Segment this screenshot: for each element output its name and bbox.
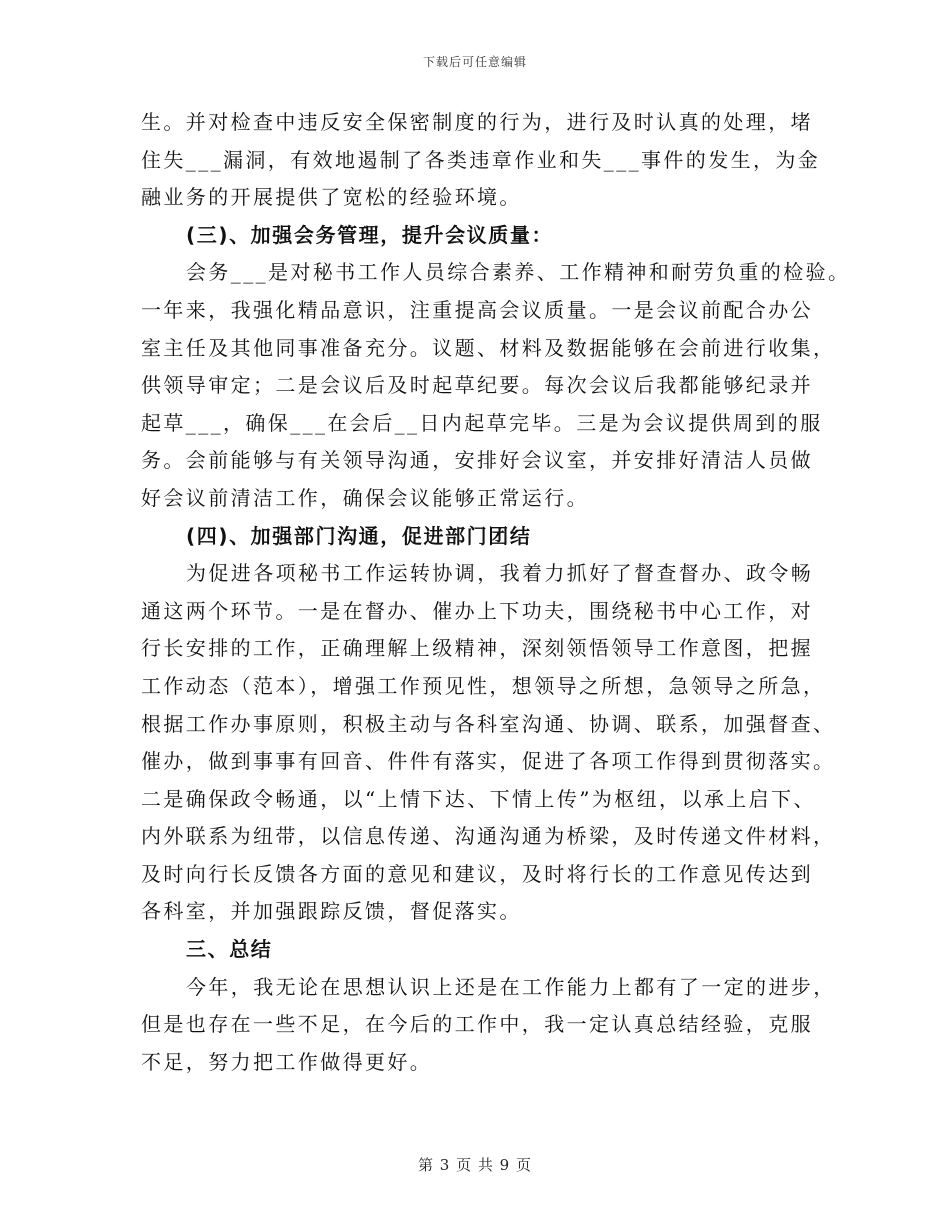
text-line: 今年，我无论在思想认识上还是在工作能力上都有了一定的进步， bbox=[186, 974, 836, 999]
section-heading: (三)、加强会务管理，提升会议质量： bbox=[186, 222, 554, 247]
page-number: 第 3 页 共 9 页 bbox=[418, 1156, 532, 1174]
text-line: 会务___是对秘书工作人员综合素养、工作精神和耐劳负重的检验。 bbox=[186, 260, 851, 285]
section-heading: (四)、加强部门沟通，促进部门团结 bbox=[186, 523, 532, 548]
text-line: 行长安排的工作，正确理解上级精神，深刻领悟领导工作意图，把握 bbox=[141, 636, 813, 661]
text-line: 一年来，我强化精品意识，注重提高会议质量。一是会议前配合办公 bbox=[141, 297, 813, 322]
text-line: 融业务的开展提供了宽松的经验环境。 bbox=[141, 185, 522, 210]
text-line: 室主任及其他同事准备充分。议题、材料及数据能够在会前进行收集， bbox=[141, 335, 836, 360]
text-line: 二是确保政令畅通，以“上情下达、下情上传”为枢纽，以承上启下、 bbox=[141, 786, 816, 811]
text-line: 内外联系为纽带，以信息传递、沟通沟通为桥梁，及时传递文件材料， bbox=[141, 824, 836, 849]
text-line: 不足，努力把工作做得更好。 bbox=[141, 1049, 433, 1074]
text-line: 务。会前能够与有关领导沟通，安排好会议室，并安排好清洁人员做 bbox=[141, 448, 813, 473]
text-line: 通这两个环节。一是在督办、催办上下功夫，围绕秘书中心工作，对 bbox=[141, 598, 813, 623]
text-line: 好会议前清洁工作，确保会议能够正常运行。 bbox=[141, 485, 589, 510]
text-line: 及时向行长反馈各方面的意见和建议，及时将行长的工作意见传达到 bbox=[141, 861, 813, 886]
text-line: 住失___漏洞，有效地遏制了各类违章作业和失___事件的发生，为金 bbox=[141, 147, 821, 172]
text-line: 工作动态（范本），增强工作预见性，想领导之所想，急领导之所急， bbox=[141, 673, 826, 698]
text-line: 生。并对检查中违反安全保密制度的行为，进行及时认真的处理，堵 bbox=[141, 110, 813, 134]
text-line: 供领导审定；二是会议后及时起草纪要。每次会议后我都能够纪录并 bbox=[141, 373, 813, 398]
text-line: 为促进各项秘书工作运转协调，我着力抓好了督查督办、政令畅 bbox=[186, 561, 814, 586]
text-line: 起草___，确保___在会后__日内起草完毕。三是为会议提供周到的服 bbox=[141, 410, 823, 435]
text-line: 但是也存在一些不足，在今后的工作中，我一定认真总结经验，克服 bbox=[141, 1012, 813, 1037]
page-header-note: 下载后可任意编辑 bbox=[422, 55, 527, 69]
text-line: 根据工作办事原则，积极主动与各科室沟通、协调、联系，加强督查、 bbox=[141, 711, 836, 736]
section-heading: 三、总结 bbox=[186, 937, 273, 962]
text-line: 催办，做到事事有回音、件件有落实，促进了各项工作得到贯彻落实。 bbox=[141, 749, 836, 774]
text-line: 各科室，并加强跟踪反馈，督促落实。 bbox=[141, 899, 522, 924]
document-body bbox=[141, 104, 851, 1081]
